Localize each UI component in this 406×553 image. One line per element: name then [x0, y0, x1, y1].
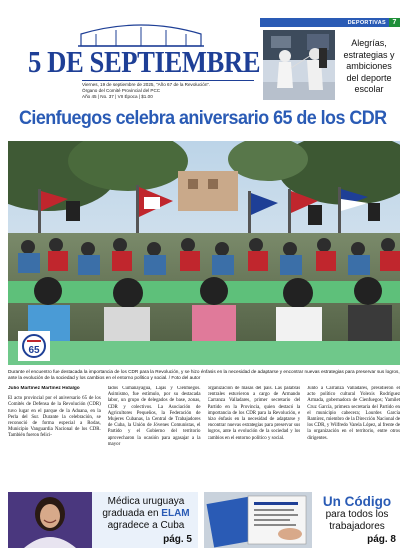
doctor-portrait-photo [8, 492, 92, 548]
newspaper-title: 5 DE SEPTIEMBRE [28, 44, 261, 79]
labor-code-teaser[interactable] [204, 492, 400, 548]
sports-teaser[interactable] [260, 18, 400, 102]
issue-date: Viernes, 19 de septiembre de 2025, "Año 67 de la Revolución". [82, 82, 211, 87]
cdr-65-logo: 65 [28, 345, 40, 356]
sports-section-bar [260, 18, 400, 27]
sports-section-label: DEPORTIVAS [347, 19, 386, 26]
labor-code-teaser-text: Un Código para todos los trabajadores [314, 494, 400, 533]
labor-code-title: Un Código [322, 494, 392, 509]
elam-teaser-page: pág. 5 [163, 534, 192, 545]
masthead-divider [82, 80, 254, 81]
event-photo [8, 141, 400, 365]
masthead-meta [82, 82, 254, 100]
main-headline[interactable]: Cienfuegos celebra aniversario 65 de los CDR [19, 107, 387, 129]
masthead [28, 20, 261, 100]
elam-teaser-text: Médica uruguaya graduada en ELAM agradece a Cuba [102, 496, 190, 531]
photo-caption: Durante el encuentro fue destacada la importancia de los CDR para la Revolución, y se hizo énfasis en la necesidad de adaptarse y encontrar nuevas estrategias para preservar sus logros, ante la evolución de la sociedad y los cambios en el entorno político y social. / Foto del autor [8, 369, 400, 380]
article-column-3: organización de masas del país. Las palabras centrales estuvieron a cargo de Armando Carranza Valladares, primer secretario del Partido en la Provincia, quien destacó la importancia de los CDR para la Revolución, e hizo énfasis en la necesidad de adaptarse y encontrar nuevas estrategias para preservar sus logros, ante la evolución de la sociedad y los cambios en el entorno político y social. [207, 386, 301, 441]
issue-number: Año 45 | No. 37 | VII Época | $1.00 [82, 94, 153, 99]
elam-teaser[interactable] [8, 492, 198, 548]
article-body [8, 386, 400, 486]
fencing-photo [263, 30, 335, 100]
sports-teaser-text: Alegrías, estrategias y ambiciones del deporte escolar [343, 38, 395, 94]
article-column-4: Junto a Carranza Valladares, presidieron el acto político cultural Yolexis Rodríguez Armada, gobernadora de Cienfuegos; Yamilet Cruz García, primera secretaria del Partido en el municipio cabecera; Lourdes García Ramírez, miembro de la Dirección Nacional de los CDR, y Wilfredo Varela López, al frente de la organización en el territorio, entre otros dirigentes. [307, 386, 400, 441]
article-column-1: Julio Martínez Martínez Hidalgo El acto provincial por el aniversario 65 de los Comités de Defensa de la Revolución (CDR) tuvo lugar en el parque de la Aduana, en la Perla del Sur. Durante la celebración, se reconoció de forma especial a Rodas, Municipio Vanguardia Nacional de los CDR. También fueron felici- [8, 386, 101, 439]
code-booklet-photo [204, 492, 312, 548]
author-byline: Julio Martínez Martínez Hidalgo [8, 386, 80, 391]
sports-page-number: 7 [389, 18, 400, 27]
publisher-line: Órgano del Comité Provincial del PCC [82, 88, 161, 93]
labor-code-teaser-page: pág. 8 [367, 534, 396, 545]
article-column-2: tados Cumanayagua, Lajas y Cienfuegos. Asimismo, fue estímulo, por su destacada labor, un grupo de delegados de base, zonas, CDR y colectivos. La Asociación de Agricultores Pequeños, la Federación de Mujeres Cubanas, la Central de Trabajadores de Cuba, la Unión de Jóvenes Comunistas, el Partido y el Gobierno del territorio aprovecharon la ocasión para agasajar a la mayor [107, 386, 201, 447]
